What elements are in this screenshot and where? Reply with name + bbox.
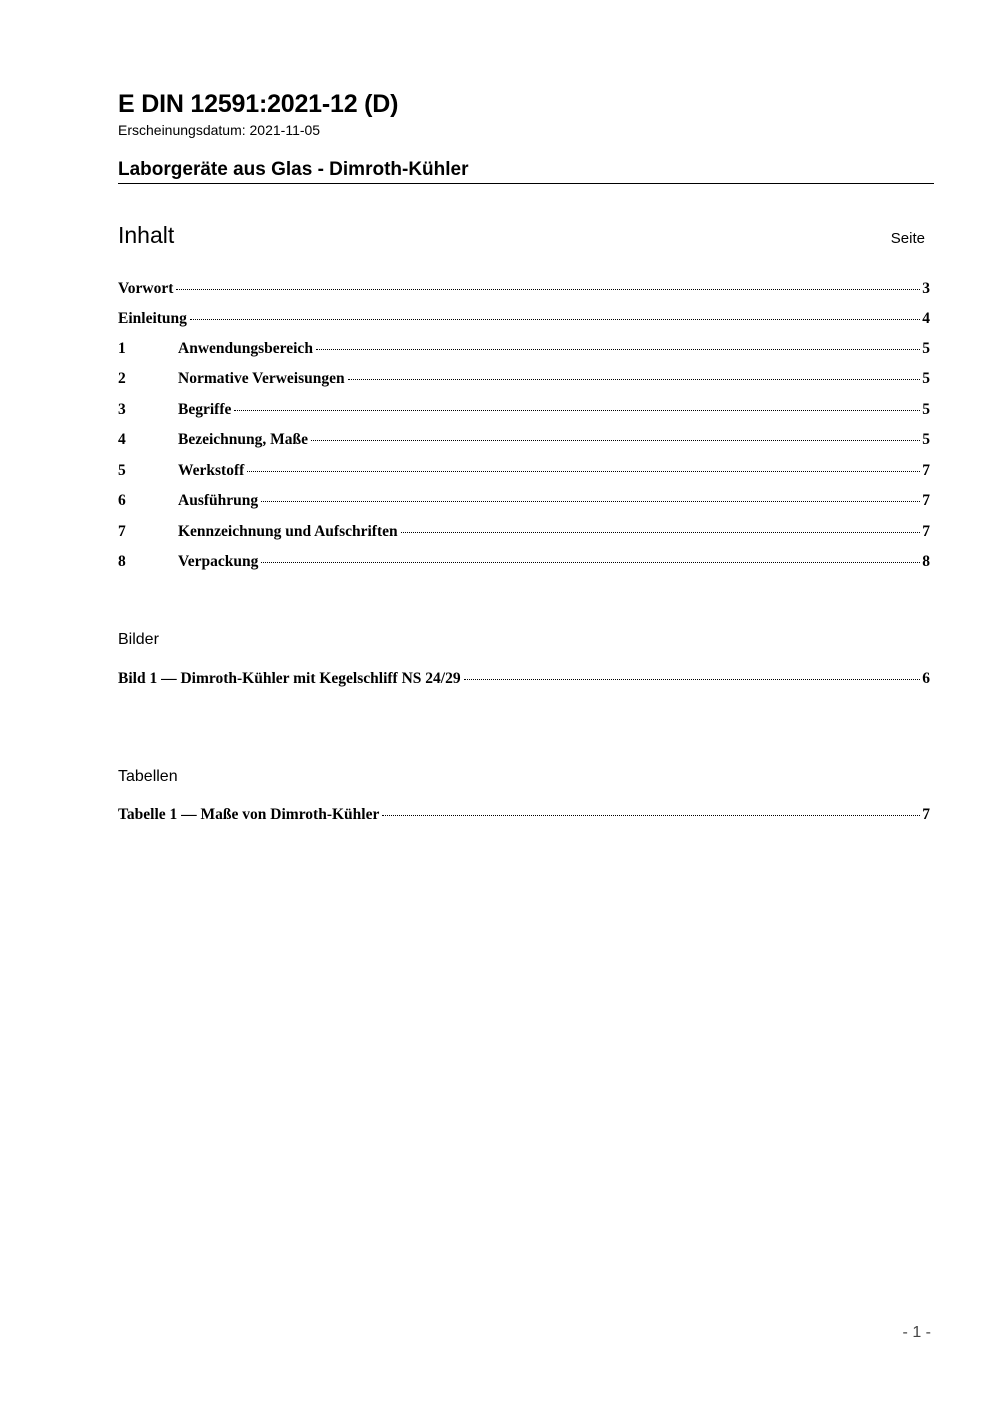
figure-entry-page: 6 [922, 670, 930, 687]
toc-entry-foreword[interactable] [118, 280, 930, 302]
toc-entry-number: 2 [118, 370, 126, 387]
toc-entry-page: 5 [922, 401, 930, 418]
toc-entry-number: 4 [118, 431, 126, 448]
toc-entry-text: Kennzeichnung und Aufschriften [178, 523, 398, 540]
toc-entry-page: 5 [922, 370, 930, 387]
toc-entry-6[interactable] [118, 492, 930, 514]
table-entry-text: Tabelle 1 — Maße von Dimroth-Kühler [118, 806, 380, 823]
toc-entry-8[interactable] [118, 553, 930, 575]
toc-entry-text: Ausführung [178, 492, 259, 509]
release-date: Erscheinungsdatum: 2021-11-05 [118, 122, 321, 138]
toc-entry-number: 5 [118, 462, 126, 479]
toc-dot-leader [348, 379, 921, 380]
toc-entry-page: 7 [922, 523, 930, 540]
toc-entry-page: 8 [922, 553, 930, 570]
toc-entry-2[interactable] [118, 370, 930, 392]
toc-dot-leader [401, 532, 921, 533]
toc-entry-text: Werkstoff [178, 462, 245, 479]
contents-heading: Inhalt [118, 222, 175, 248]
toc-entry-text: Verpackung [178, 553, 259, 570]
page-number: - 1 - [902, 1324, 931, 1341]
toc-entry-4[interactable] [118, 431, 930, 453]
table-entry-1[interactable] [118, 806, 930, 828]
toc-dot-leader [311, 440, 920, 441]
toc-entry-number: 7 [118, 523, 126, 540]
figure-entry-text: Bild 1 — Dimroth-Kühler mit Kegelschliff NS 24/29 [118, 670, 461, 687]
toc-dot-leader [261, 501, 920, 502]
toc-entry-page: 5 [922, 340, 930, 357]
figure-entry-1[interactable] [118, 670, 930, 692]
toc-entry-text: Normative Verweisungen [178, 370, 345, 387]
toc-dot-leader [247, 471, 920, 472]
page-column-label: Seite [890, 230, 925, 247]
toc-entry-page: 4 [922, 310, 930, 327]
toc-dot-leader [382, 815, 920, 816]
document-title: E DIN 12591:2021-12 (D) [118, 90, 399, 118]
toc-entry-introduction[interactable] [118, 310, 930, 332]
toc-dot-leader [316, 349, 920, 350]
toc-entry-7[interactable] [118, 523, 930, 545]
toc-entry-number: 3 [118, 401, 126, 418]
toc-dot-leader [464, 679, 921, 680]
tables-heading: Tabellen [118, 768, 178, 785]
table-entry-page: 7 [922, 806, 930, 823]
toc-dot-leader [261, 562, 920, 563]
title-divider [118, 183, 934, 184]
toc-entry-text: Anwendungsbereich [178, 340, 313, 357]
toc-entry-page: 7 [922, 492, 930, 509]
document-subtitle: Laborgeräte aus Glas - Dimroth-Kühler [118, 159, 469, 180]
toc-entry-page: 5 [922, 431, 930, 448]
toc-entry-1[interactable] [118, 340, 930, 362]
toc-entry-number: 6 [118, 492, 126, 509]
toc-entry-page: 3 [922, 280, 930, 297]
toc-entry-text: Vorwort [118, 280, 174, 297]
toc-entry-5[interactable] [118, 462, 930, 484]
toc-entry-text: Begriffe [178, 401, 232, 418]
toc-entry-text: Einleitung [118, 310, 187, 327]
toc-entry-number: 8 [118, 553, 126, 570]
toc-entry-3[interactable] [118, 401, 930, 423]
toc-entry-page: 7 [922, 462, 930, 479]
figures-heading: Bilder [118, 631, 159, 648]
toc-entry-number: 1 [118, 340, 126, 357]
toc-dot-leader [176, 289, 920, 290]
toc-entry-text: Bezeichnung, Maße [178, 431, 309, 448]
toc-dot-leader [190, 319, 920, 320]
toc-dot-leader [234, 410, 920, 411]
